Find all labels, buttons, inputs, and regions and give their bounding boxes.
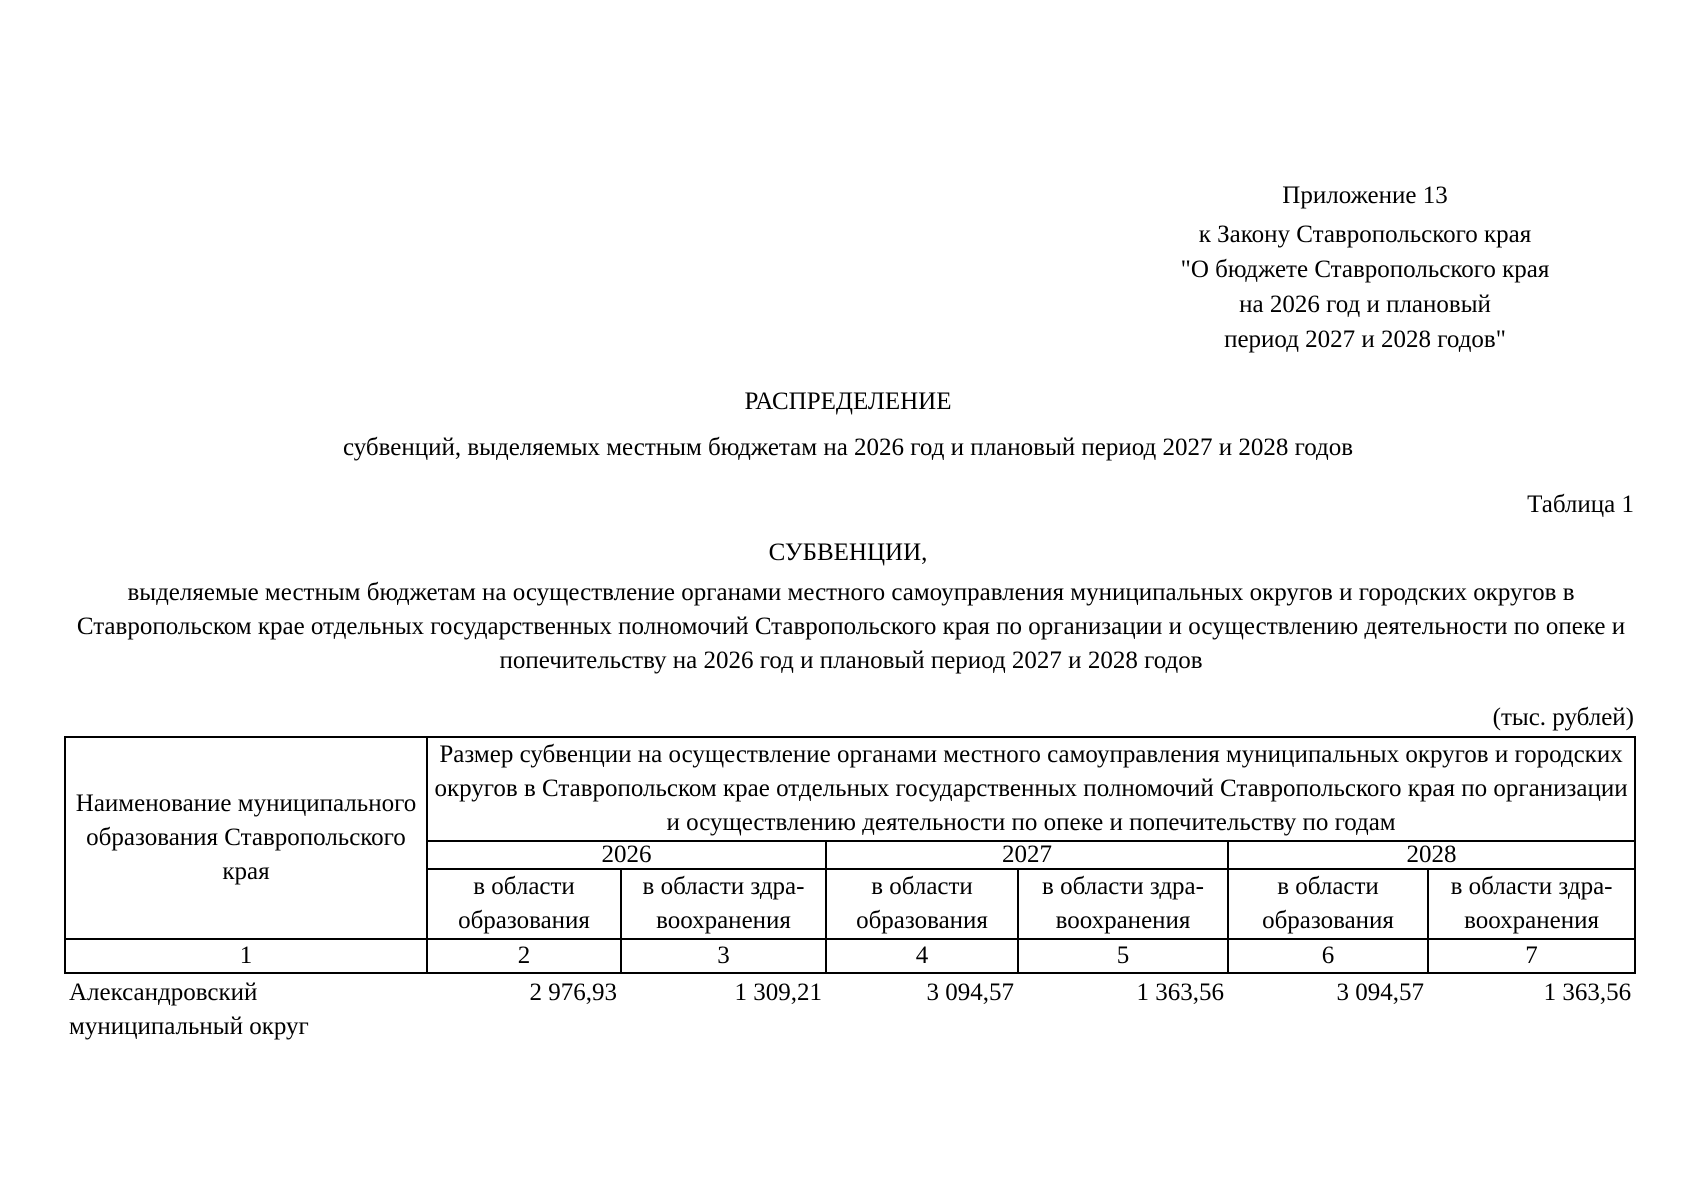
health-header: в области здра-воохранения <box>621 869 826 939</box>
year-header-2028: 2028 <box>1228 841 1635 869</box>
column-number: 5 <box>1018 939 1228 973</box>
year-header-2026: 2026 <box>427 841 826 869</box>
education-header: в области образования <box>826 869 1018 939</box>
value-cell: 1 309,21 <box>734 979 822 1006</box>
municipality-name: Александровский муниципальный округ <box>69 979 309 1040</box>
header-row <box>65 737 1635 841</box>
column-number: 1 <box>65 939 427 973</box>
education-header: в области образования <box>427 869 621 939</box>
column-number: 2 <box>427 939 621 973</box>
distribution-subtitle: субвенций, выделяемых местным бюджетам на 2026 год и плановый период 2027 и 2028 годов <box>342 434 1354 461</box>
name-column-header: Наименование муниципального образования Ставропольского края <box>65 737 427 939</box>
column-number: 4 <box>826 939 1018 973</box>
appendix-line: на 2026 год и плановый <box>1239 291 1491 318</box>
column-number: 6 <box>1228 939 1428 973</box>
subventions-table <box>64 736 1636 1044</box>
appendix-number: Приложение 13 <box>1282 182 1448 209</box>
size-column-header: Размер субвенции на осуществление органами местного самоуправления муниципальных округов и городских округов в Ставропольском крае отдельных государственных полномочий Ставропольского края по организации и осуществлению деятельности по опеке и попечительству по годам <box>427 737 1635 841</box>
distribution-title: РАСПРЕДЕЛЕНИЕ <box>744 388 952 415</box>
column-number-row <box>65 939 1635 973</box>
appendix-line: к Закону Ставропольского края <box>1198 221 1532 248</box>
units-label: (тыс. рублей) <box>1492 704 1634 731</box>
value-cell: 3 094,57 <box>1336 979 1424 1006</box>
subventions-description: выделяемые местным бюджетам на осуществление органами местного самоуправления муниципальных округов и городских округов в Ставропольском крае отдельных государственных полномочий Ставропольского края по организации и осуществлению деятельности по опеке и попечительству на 2026 год и плановый период 2027 и 2028 годов <box>76 579 1626 674</box>
value-cell: 1 363,56 <box>1543 979 1632 1006</box>
health-header: в области здра-воохранения <box>1018 869 1228 939</box>
health-header: в области здра-воохранения <box>1428 869 1635 939</box>
table-row <box>65 973 1635 1044</box>
column-number: 3 <box>621 939 826 973</box>
education-header: в области образования <box>1228 869 1428 939</box>
appendix-line: "О бюджете Ставропольского края <box>1180 256 1550 283</box>
appendix-block <box>1120 178 1610 357</box>
table-label: Таблица 1 <box>1527 491 1634 518</box>
appendix-line: период 2027 и 2028 годов" <box>1224 326 1506 353</box>
subventions-title: СУБВЕНЦИИ, <box>768 539 928 566</box>
value-cell: 3 094,57 <box>926 979 1014 1006</box>
year-header-2027: 2027 <box>826 841 1228 869</box>
value-cell: 1 363,56 <box>1136 979 1224 1006</box>
value-cell: 2 976,93 <box>529 979 617 1006</box>
column-number: 7 <box>1428 939 1635 973</box>
